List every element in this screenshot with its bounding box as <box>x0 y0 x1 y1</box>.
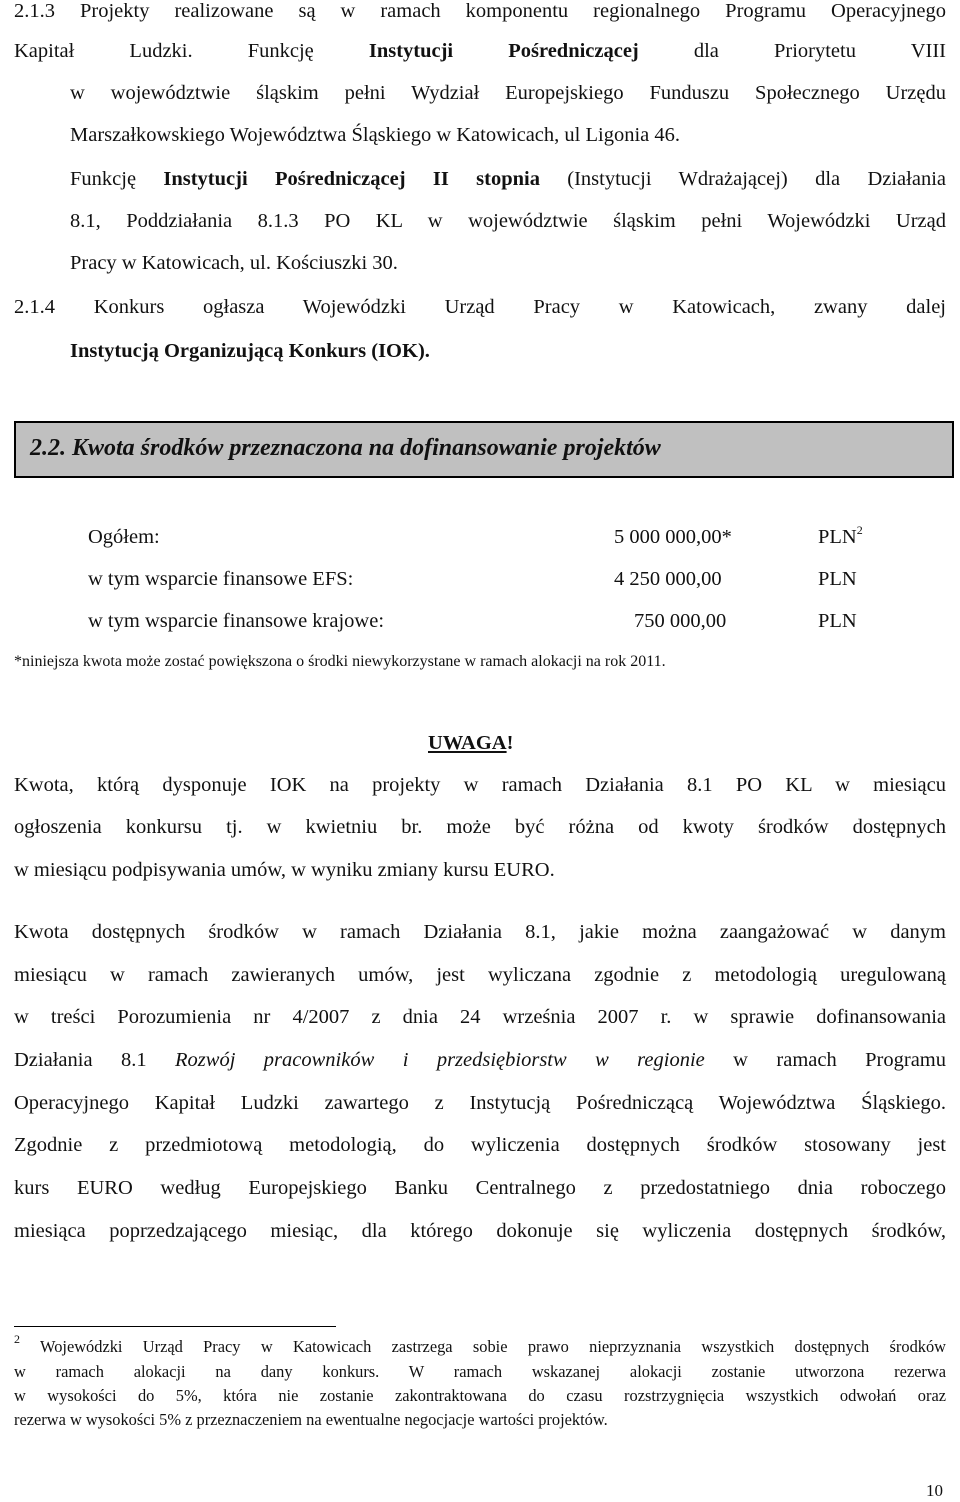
footnote-line: w ramach alokacji na dany konkurs. W ramach wskazanej alokacji zostanie utworzona rezerwa <box>14 1362 946 1381</box>
paragraph-line: Operacyjnego Kapitał Ludzki zawartego z Instytucją Pośredniczącą Województwa Śląskiego. <box>14 1092 946 1114</box>
paragraph-line: Kwota dostępnych środków w ramach Działania 8.1, jakie można zaangażować w danym <box>14 921 946 943</box>
amount-label: w tym wsparcie finansowe krajowe: <box>88 610 385 632</box>
text-span: Funkcję <box>70 168 164 190</box>
paragraph-line: w miesiącu podpisywania umów, w wyniku zmiany kursu EURO. <box>14 859 555 881</box>
paragraph-line: Marszałkowskiego Województwa Śląskiego w Katowicach, ul Ligonia 46. <box>70 124 680 146</box>
bold-term: Instytucji Pośredniczącej II stopnia <box>163 168 540 190</box>
uwaga-title <box>428 728 513 758</box>
italic-title: Rozwój pracowników i przedsiębiorstw w regionie <box>175 1049 705 1071</box>
paragraph-line: 2.1.4 Konkurs ogłasza Wojewódzki Urząd Pracy w Katowicach, zwany dalej <box>14 296 946 318</box>
page-number: 10 <box>926 1481 943 1500</box>
paragraph-line: Kwota, którą dysponuje IOK na projekty w ramach Działania 8.1 PO KL w miesiącu <box>14 774 946 796</box>
currency-text: PLN <box>818 526 857 548</box>
paragraph-line: Instytucją Organizującą Konkurs (IOK). <box>70 340 430 362</box>
uwaga-title-text: UWAGA <box>428 732 507 754</box>
amount-value: 750 000,00 <box>634 610 727 632</box>
amount-value: 5 000 000,00* <box>614 526 732 548</box>
paragraph-line: miesiącu w ramach zawieranych umów, jest wyliczana zgodnie z metodologią uregulowaną <box>14 964 946 986</box>
footnote-text: Wojewódzki Urząd Pracy w Katowicach zastrzega sobie prawo nieprzyznania wszystkich dostępnych środków <box>20 1337 946 1356</box>
paragraph-line: 2.1.3 Projekty realizowane są w ramach komponentu regionalnego Programu Operacyjnego <box>14 0 946 22</box>
text-span: Działania 8.1 <box>14 1049 176 1071</box>
footnote-line: rezerwa w wysokości 5% z przeznaczeniem na ewentualne negocjacje wartości projektów. <box>14 1410 608 1429</box>
section-heading: 2.2. Kwota środków przeznaczona na dofinansowanie projektów <box>30 435 661 461</box>
footnote-number: 2 <box>14 1332 20 1346</box>
text-span: Kapitał Ludzki. Funkcję <box>14 40 369 62</box>
text-span: dla Priorytetu VIII <box>638 40 946 62</box>
footnote-line <box>14 1332 946 1359</box>
bold-term: Instytucji Pośredniczącej <box>368 40 639 62</box>
footnote-ref: 2 <box>856 523 863 537</box>
section-heading-box <box>14 421 954 478</box>
paragraph-line <box>14 1045 946 1075</box>
paragraph-line: Zgodnie z przedmiotową metodologią, do wyliczenia dostępnych środków stosowany jest <box>14 1134 946 1156</box>
paragraph-line: w treści Porozumienia nr 4/2007 z dnia 24 września 2007 r. w sprawie dofinansowania <box>14 1006 946 1028</box>
footnote-separator <box>14 1326 336 1327</box>
paragraph-line <box>14 36 946 66</box>
amount-note: *niniejsza kwota może zostać powiększona o środki niewykorzystane w ramach alokacji na rok 2011. <box>14 653 666 670</box>
amount-currency <box>818 522 863 552</box>
amount-currency: PLN <box>818 568 857 590</box>
amount-value: 4 250 000,00 <box>614 568 722 590</box>
paragraph-line: miesiąca poprzedzającego miesiąc, dla którego dokonuje się wyliczenia dostępnych środków, <box>14 1220 946 1242</box>
footnote-line: w wysokości do 5%, która nie zostanie zakontraktowana do czasu rozstrzygnięcia wszystkich odwołań oraz <box>14 1386 946 1405</box>
amount-currency: PLN <box>818 610 857 632</box>
paragraph-line: w województwie śląskim pełni Wydział Europejskiego Funduszu Społecznego Urzędu <box>70 82 946 104</box>
paragraph-line: ogłoszenia konkursu tj. w kwietniu br. może być różna od kwoty środków dostępnych <box>14 816 946 838</box>
paragraph-line: 8.1, Poddziałania 8.1.3 PO KL w województwie śląskim pełni Wojewódzki Urząd <box>70 210 946 232</box>
text-span: (Instytucji Wdrażającej) dla Działania <box>539 168 946 190</box>
paragraph-line <box>70 164 946 194</box>
paragraph-line: Pracy w Katowicach, ul. Kościuszki 30. <box>70 252 398 274</box>
uwaga-mark: ! <box>506 732 514 754</box>
amount-label: w tym wsparcie finansowe EFS: <box>88 568 354 590</box>
amount-label: Ogółem: <box>88 526 160 548</box>
paragraph-line: kurs EURO według Europejskiego Banku Centralnego z przedostatniego dnia roboczego <box>14 1177 946 1199</box>
text-span: w ramach Programu <box>704 1049 946 1071</box>
